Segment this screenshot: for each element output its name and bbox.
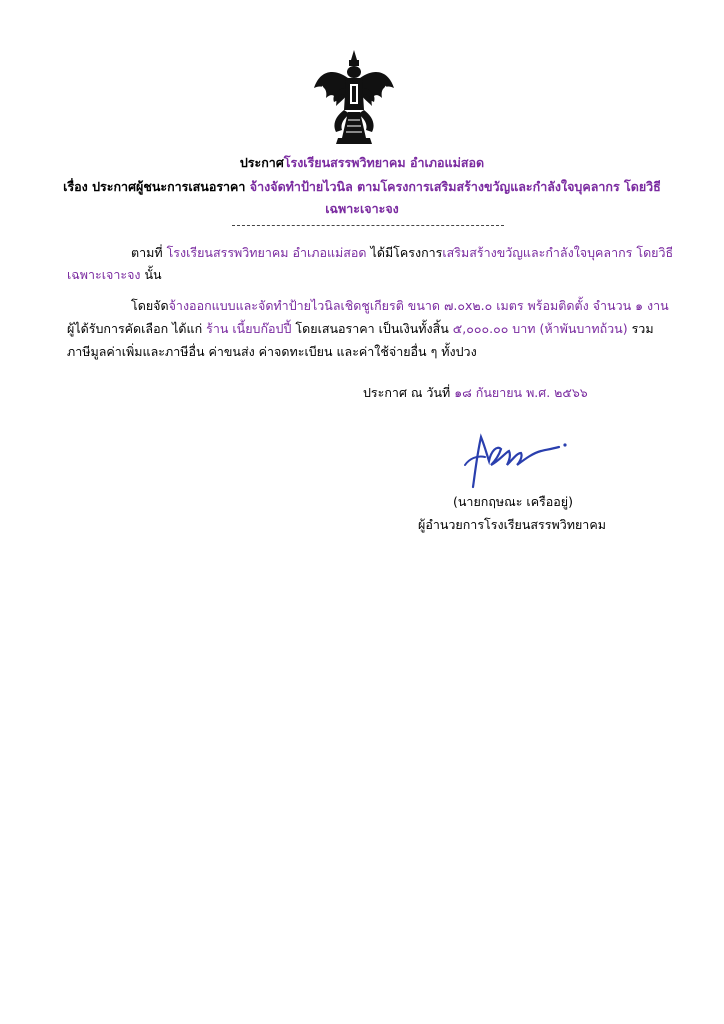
- p2-job: จ้างออกแบบและจัดทำป้ายไวนิลเชิดชูเกียรติ ขนาด ๗.๐x๒.๐ เมตร พร้อมติดตั้ง จำนวน ๑ งาน: [168, 298, 669, 313]
- announcement-title: [0, 154, 724, 172]
- p2-text: โดยจัด: [131, 298, 169, 313]
- p2-selected-label: ผู้ได้รับการคัดเลือก ได้แก่: [67, 321, 207, 336]
- heading-divider: [232, 225, 504, 226]
- signature-graphic: [455, 425, 585, 495]
- p1-text-2: ได้มีโครงการ: [366, 245, 443, 260]
- signer-title: ผู้อำนวยการโรงเรียนสรรพวิทยาคม: [418, 517, 606, 532]
- announcement-title-prefix: ประกาศ: [239, 155, 284, 170]
- p1-end: นั้น: [140, 267, 162, 282]
- p2-vendor: ร้าน เนี้ยบก๊อปปี้: [206, 321, 292, 336]
- subject-method: เฉพาะเจาะจง: [325, 201, 399, 216]
- paragraph-2-line-1: [131, 297, 669, 315]
- p1-school: โรงเรียนสรรพวิทยาคม อำเภอแม่สอด: [166, 245, 367, 260]
- announcement-date: [363, 384, 588, 402]
- p1-project: เสริมสร้างขวัญและกำลังใจบุคลากร โดยวิธี: [442, 245, 674, 260]
- paragraph-2-line-2: [67, 320, 654, 338]
- p2-price: ๕,๐๐๐.๐๐ บาท (ห้าพันบาทถ้วน): [452, 321, 628, 336]
- p1-method: เฉพาะเจาะจง: [67, 267, 141, 282]
- paragraph-2-line-3: ภาษีมูลค่าเพิ่มและภาษีอื่น ค่าขนส่ง ค่าจดทะเบียน และค่าใช้จ่ายอื่น ๆ ทั้งปวง: [67, 344, 477, 359]
- subject-label: เรื่อง ประกาศผู้ชนะการเสนอราคา: [63, 179, 250, 194]
- signer-name: (นายกฤษณะ เครืออยู่): [453, 494, 573, 509]
- school-name: โรงเรียนสรรพวิทยาคม อำเภอแม่สอด: [283, 155, 485, 170]
- announcement-subject: [0, 178, 724, 196]
- p1-text: ตามที่: [131, 245, 167, 260]
- paragraph-1-line-2: [67, 266, 162, 284]
- date-label: ประกาศ ณ วันที่: [363, 385, 455, 400]
- paragraph-1-line-1: [131, 244, 673, 262]
- garuda-emblem-icon: [312, 48, 396, 146]
- p2-total-label: รวม: [627, 321, 654, 336]
- subject-detail: จ้างจัดทำป้ายไวนิล ตามโครงการเสริมสร้างขวัญและกำลังใจบุคลากร โดยวิธี: [249, 179, 661, 194]
- p2-price-label: โดยเสนอราคา เป็นเงินทั้งสิ้น: [291, 321, 453, 336]
- date-value: ๑๘ กันยายน พ.ศ. ๒๕๖๖: [454, 385, 588, 400]
